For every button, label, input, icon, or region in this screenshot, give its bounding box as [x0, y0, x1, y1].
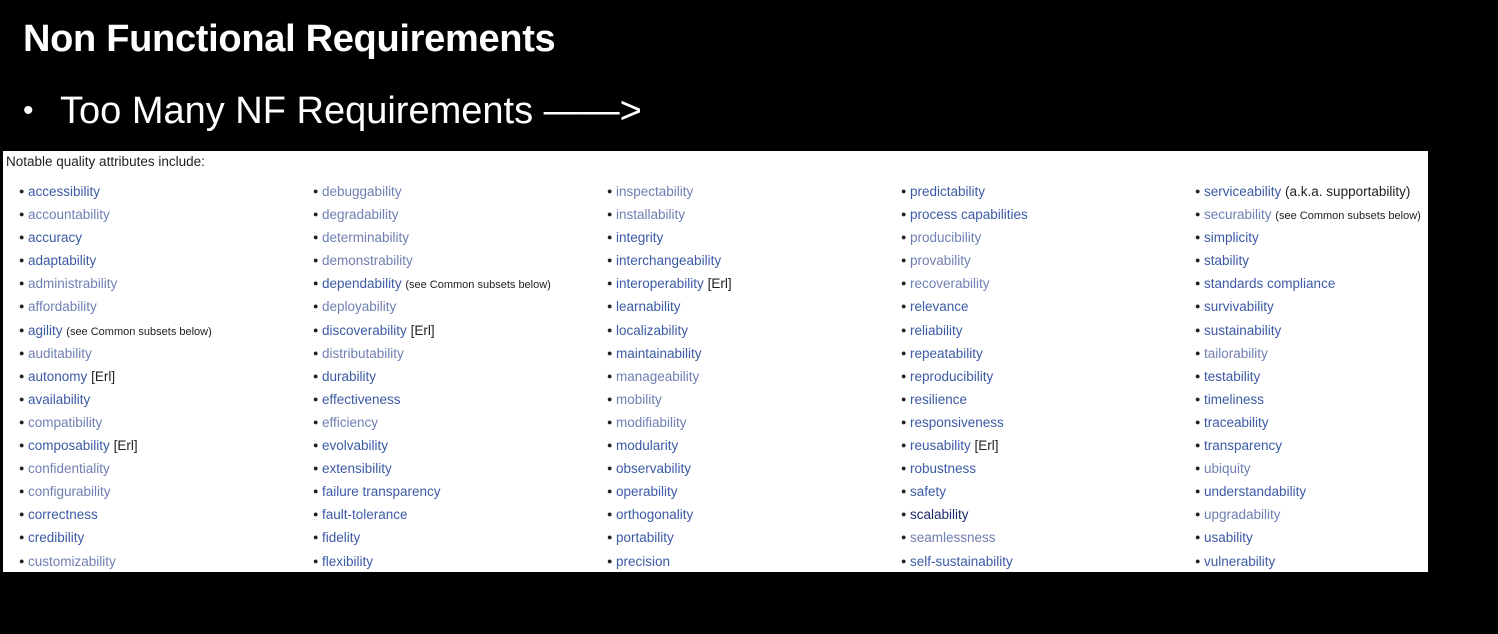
- attribute-item: [607, 272, 732, 295]
- attribute-link[interactable]: upgradability: [1204, 507, 1281, 523]
- attribute-item: [313, 226, 551, 249]
- list-bullet-icon: ●: [607, 370, 613, 381]
- list-bullet-icon: ●: [19, 463, 25, 474]
- attribute-link[interactable]: dependability: [322, 276, 402, 292]
- attribute-item: [901, 319, 1028, 342]
- attribute-link[interactable]: responsiveness: [910, 414, 1004, 430]
- attribute-reference: (a.k.a. supportability): [1285, 184, 1411, 199]
- attribute-link[interactable]: interoperability: [616, 276, 704, 292]
- attribute-link[interactable]: inspectability: [616, 184, 694, 199]
- list-bullet-icon: ●: [19, 232, 25, 243]
- attribute-item: [901, 180, 1028, 203]
- list-bullet-icon: ●: [19, 532, 25, 543]
- attribute-link[interactable]: standards compliance: [1204, 276, 1336, 292]
- attribute-link[interactable]: failure transparency: [322, 484, 441, 500]
- list-bullet-icon: ●: [19, 416, 25, 427]
- attribute-item: [313, 180, 551, 203]
- attribute-link[interactable]: provability: [910, 253, 971, 269]
- attribute-item: [19, 503, 212, 526]
- list-bullet-icon: ●: [1195, 255, 1201, 266]
- attribute-link[interactable]: survivability: [1204, 299, 1274, 315]
- attribute-item: [607, 342, 732, 365]
- attribute-item: [607, 526, 732, 549]
- attribute-item: [901, 550, 1028, 573]
- attribute-link[interactable]: maintainability: [616, 345, 702, 361]
- list-bullet-icon: ●: [1195, 393, 1201, 404]
- list-bullet-icon: ●: [1195, 324, 1201, 335]
- attribute-link[interactable]: durability: [322, 368, 377, 384]
- list-bullet-icon: ●: [313, 486, 319, 497]
- attribute-link[interactable]: transparency: [1204, 438, 1283, 454]
- attribute-link[interactable]: efficiency: [322, 414, 379, 430]
- attribute-item: [19, 365, 212, 388]
- list-bullet-icon: ●: [19, 301, 25, 312]
- list-bullet-icon: ●: [607, 486, 613, 497]
- attribute-link[interactable]: availability: [28, 391, 91, 407]
- list-bullet-icon: ●: [19, 324, 25, 335]
- attribute-item: [607, 319, 732, 342]
- attribute-item: [607, 411, 732, 434]
- attribute-item: [313, 434, 551, 457]
- attribute-link[interactable]: discoverability: [322, 322, 407, 338]
- attribute-link[interactable]: correctness: [28, 507, 98, 523]
- attribute-link[interactable]: modularity: [616, 438, 679, 454]
- attributes-column-4: [901, 180, 1028, 572]
- attribute-item: [901, 526, 1028, 549]
- attribute-link[interactable]: process capabilities: [910, 207, 1028, 223]
- attribute-link[interactable]: degradability: [322, 207, 399, 223]
- attribute-item: [19, 434, 212, 457]
- attribute-link[interactable]: operability: [616, 484, 678, 500]
- attribute-item: [1195, 457, 1421, 480]
- attribute-link[interactable]: orthogonality: [616, 507, 694, 523]
- attribute-item: [1195, 550, 1421, 573]
- attribute-item: [19, 388, 212, 411]
- list-bullet-icon: ●: [313, 509, 319, 520]
- attribute-link[interactable]: effectiveness: [322, 391, 401, 407]
- attributes-column-2: [313, 180, 551, 572]
- list-bullet-icon: ●: [607, 347, 613, 358]
- list-bullet-icon: ●: [19, 440, 25, 451]
- list-bullet-icon: ●: [19, 278, 25, 289]
- list-bullet-icon: ●: [1195, 440, 1201, 451]
- list-bullet-icon: ●: [313, 255, 319, 266]
- list-bullet-icon: ●: [1195, 532, 1201, 543]
- attribute-reference: [Erl]: [113, 438, 138, 454]
- attribute-item: [607, 480, 732, 503]
- list-bullet-icon: ●: [19, 186, 25, 196]
- list-bullet-icon: ●: [19, 209, 25, 220]
- attribute-link[interactable]: fault-tolerance: [322, 507, 408, 523]
- attribute-item: [313, 550, 551, 573]
- list-bullet-icon: ●: [607, 463, 613, 474]
- list-bullet-icon: ●: [313, 555, 319, 566]
- attribute-link[interactable]: debuggability: [322, 184, 402, 199]
- list-bullet-icon: ●: [313, 324, 319, 335]
- list-bullet-icon: ●: [607, 440, 613, 451]
- list-bullet-icon: ●: [901, 463, 907, 474]
- attribute-item: [1195, 365, 1421, 388]
- attribute-link[interactable]: timeliness: [1204, 391, 1265, 407]
- list-bullet-icon: ●: [901, 255, 907, 266]
- list-bullet-icon: ●: [901, 509, 907, 520]
- attribute-reference: [Erl]: [707, 276, 732, 292]
- attribute-item: [19, 226, 212, 249]
- list-bullet-icon: ●: [901, 324, 907, 335]
- list-bullet-icon: ●: [313, 370, 319, 381]
- attribute-link[interactable]: robustness: [910, 461, 977, 477]
- attribute-link[interactable]: observability: [616, 461, 692, 477]
- attribute-link[interactable]: distributability: [322, 345, 404, 361]
- attribute-reference: [Erl]: [91, 368, 116, 384]
- attribute-link[interactable]: securability: [1204, 207, 1272, 223]
- attribute-link[interactable]: configurability: [28, 484, 111, 500]
- attributes-column-5: [1195, 180, 1421, 572]
- attribute-link[interactable]: usability: [1204, 530, 1253, 546]
- list-bullet-icon: ●: [1195, 301, 1201, 312]
- attribute-item: [607, 434, 732, 457]
- attribute-link[interactable]: traceability: [1204, 414, 1269, 430]
- attribute-item: [19, 249, 212, 272]
- attribute-link[interactable]: reliability: [910, 322, 963, 338]
- list-bullet-icon: ●: [901, 393, 907, 404]
- attribute-item: [1195, 295, 1421, 318]
- attribute-item: [901, 272, 1028, 295]
- attributes-column-1: [19, 180, 212, 572]
- attribute-item: [1195, 342, 1421, 365]
- attribute-item: [901, 388, 1028, 411]
- list-bullet-icon: ●: [19, 347, 25, 358]
- list-bullet-icon: ●: [607, 232, 613, 243]
- attribute-item: [19, 272, 212, 295]
- list-bullet-icon: ●: [19, 555, 25, 566]
- attribute-link[interactable]: interchangeability: [616, 253, 722, 269]
- attribute-link[interactable]: simplicity: [1204, 230, 1259, 246]
- attribute-link[interactable]: agility: [28, 322, 63, 338]
- attribute-note: (see Common subsets below): [66, 325, 212, 338]
- attribute-item: [607, 180, 732, 203]
- attribute-link[interactable]: demonstrability: [322, 253, 413, 269]
- attribute-item: [1195, 411, 1421, 434]
- attribute-item: [901, 249, 1028, 272]
- attribute-link[interactable]: seamlessness: [910, 530, 996, 546]
- list-bullet-icon: ●: [1195, 232, 1201, 243]
- attribute-link[interactable]: reproducibility: [910, 368, 994, 384]
- attribute-item: [19, 526, 212, 549]
- attribute-link[interactable]: credibility: [28, 530, 85, 546]
- list-bullet-icon: ●: [19, 393, 25, 404]
- attribute-link[interactable]: installability: [616, 207, 686, 223]
- attribute-link[interactable]: accuracy: [28, 230, 83, 246]
- attribute-link[interactable]: stability: [1204, 253, 1250, 269]
- attribute-link[interactable]: deployability: [322, 299, 397, 315]
- attribute-link[interactable]: portability: [616, 530, 674, 546]
- attribute-link[interactable]: mobility: [616, 391, 662, 407]
- attribute-link[interactable]: accountability: [28, 207, 110, 223]
- attribute-link[interactable]: composability: [28, 438, 110, 454]
- attribute-item: [607, 388, 732, 411]
- attribute-link[interactable]: safety: [910, 484, 947, 500]
- attribute-item: [607, 457, 732, 480]
- attribute-link[interactable]: serviceability: [1204, 184, 1282, 199]
- attribute-link[interactable]: vulnerability: [1204, 553, 1276, 569]
- list-bullet-icon: ●: [1195, 509, 1201, 520]
- list-bullet-icon: ●: [1195, 186, 1201, 196]
- attribute-item: [1195, 434, 1421, 457]
- attribute-item: [19, 480, 212, 503]
- attribute-link[interactable]: compatibility: [28, 414, 103, 430]
- attribute-item: [1195, 249, 1421, 272]
- attribute-item: [19, 411, 212, 434]
- attribute-link[interactable]: tailorability: [1204, 345, 1268, 361]
- list-bullet-icon: ●: [1195, 463, 1201, 474]
- attribute-item: [1195, 526, 1421, 549]
- list-bullet-icon: ●: [1195, 416, 1201, 427]
- attribute-item: [313, 203, 551, 226]
- attribute-link[interactable]: fidelity: [322, 530, 361, 546]
- list-bullet-icon: ●: [19, 370, 25, 381]
- attribute-link[interactable]: administrability: [28, 276, 118, 292]
- list-bullet-icon: ●: [607, 509, 613, 520]
- attribute-link[interactable]: determinability: [322, 230, 410, 246]
- list-bullet-icon: ●: [313, 393, 319, 404]
- attribute-item: [19, 550, 212, 573]
- list-bullet-icon: ●: [901, 232, 907, 243]
- list-bullet-icon: ●: [1195, 278, 1201, 289]
- attribute-note: (see Common subsets below): [405, 279, 551, 292]
- attribute-link[interactable]: localizability: [616, 322, 689, 338]
- attribute-item: [313, 526, 551, 549]
- slide-title: Non Functional Requirements: [23, 18, 556, 60]
- attribute-item: [607, 295, 732, 318]
- attribute-item: [313, 365, 551, 388]
- attribute-link[interactable]: confidentiality: [28, 461, 110, 477]
- attribute-item: [313, 342, 551, 365]
- attribute-item: [607, 249, 732, 272]
- attribute-link[interactable]: affordability: [28, 299, 97, 315]
- attribute-item: [1195, 203, 1421, 226]
- list-bullet-icon: ●: [313, 347, 319, 358]
- attribute-link[interactable]: adaptability: [28, 253, 97, 269]
- list-bullet-icon: ●: [901, 370, 907, 381]
- attribute-item: [313, 295, 551, 318]
- list-bullet-icon: ●: [901, 532, 907, 543]
- list-bullet-icon: ●: [313, 186, 319, 196]
- attribute-link[interactable]: repeatability: [910, 345, 983, 361]
- slide-bullet-text: Too Many NF Requirements ——>: [60, 90, 642, 132]
- attribute-item: [1195, 180, 1421, 203]
- attribute-reference: [Erl]: [974, 438, 999, 454]
- list-bullet-icon: ●: [313, 232, 319, 243]
- attribute-item: [901, 226, 1028, 249]
- attribute-item: [1195, 226, 1421, 249]
- attribute-item: [901, 434, 1028, 457]
- attribute-item: [313, 480, 551, 503]
- attribute-link[interactable]: relevance: [910, 299, 969, 315]
- attribute-item: [901, 203, 1028, 226]
- list-bullet-icon: ●: [607, 186, 613, 196]
- attribute-item: [313, 503, 551, 526]
- attribute-link[interactable]: predictability: [910, 184, 986, 199]
- attribute-link[interactable]: modifiability: [616, 414, 687, 430]
- list-bullet-icon: ●: [313, 209, 319, 220]
- attribute-item: [607, 365, 732, 388]
- list-bullet-icon: ●: [1195, 555, 1201, 566]
- slide-bullet: [23, 86, 642, 136]
- attribute-link[interactable]: ubiquity: [1204, 461, 1251, 477]
- attribute-item: [901, 295, 1028, 318]
- list-bullet-icon: ●: [901, 555, 907, 566]
- attribute-link[interactable]: accessibility: [28, 184, 101, 199]
- attribute-item: [19, 180, 212, 203]
- list-bullet-icon: ●: [901, 209, 907, 220]
- list-bullet-icon: ●: [901, 486, 907, 497]
- list-bullet-icon: ●: [313, 440, 319, 451]
- attribute-link[interactable]: sustainability: [1204, 322, 1282, 338]
- list-bullet-icon: ●: [901, 301, 907, 312]
- list-bullet-icon: ●: [607, 532, 613, 543]
- attribute-link[interactable]: self-sustainability: [910, 553, 1013, 569]
- attribute-item: [313, 272, 551, 295]
- attribute-item: [313, 249, 551, 272]
- attribute-item: [607, 550, 732, 573]
- list-bullet-icon: ●: [901, 440, 907, 451]
- list-bullet-icon: ●: [19, 509, 25, 520]
- list-bullet-icon: ●: [19, 255, 25, 266]
- list-bullet-icon: ●: [1195, 370, 1201, 381]
- attribute-link[interactable]: scalability: [910, 507, 969, 523]
- attribute-reference: [Erl]: [410, 322, 435, 338]
- panel-heading: Notable quality attributes include:: [6, 154, 205, 169]
- list-bullet-icon: ●: [313, 301, 319, 312]
- list-bullet-icon: ●: [607, 393, 613, 404]
- attribute-item: [1195, 388, 1421, 411]
- attribute-item: [313, 388, 551, 411]
- list-bullet-icon: ●: [1195, 209, 1201, 220]
- attribute-item: [901, 457, 1028, 480]
- attribute-link[interactable]: resilience: [910, 391, 968, 407]
- attribute-item: [607, 503, 732, 526]
- attribute-link[interactable]: flexibility: [322, 553, 374, 569]
- quality-attributes-panel: [3, 151, 1428, 572]
- attribute-item: [19, 319, 212, 342]
- list-bullet-icon: ●: [901, 416, 907, 427]
- attribute-item: [313, 457, 551, 480]
- attribute-link[interactable]: recoverability: [910, 276, 990, 292]
- list-bullet-icon: ●: [1195, 347, 1201, 358]
- list-bullet-icon: ●: [607, 278, 613, 289]
- attribute-item: [19, 342, 212, 365]
- attribute-item: [901, 411, 1028, 434]
- attribute-link[interactable]: integrity: [616, 230, 664, 246]
- attribute-link[interactable]: testability: [1204, 368, 1261, 384]
- attribute-item: [901, 365, 1028, 388]
- list-bullet-icon: ●: [313, 416, 319, 427]
- attribute-item: [313, 319, 551, 342]
- list-bullet-icon: ●: [19, 486, 25, 497]
- list-bullet-icon: ●: [901, 347, 907, 358]
- attribute-link[interactable]: producibility: [910, 230, 982, 246]
- list-bullet-icon: ●: [313, 278, 319, 289]
- list-bullet-icon: ●: [313, 463, 319, 474]
- attribute-link[interactable]: precision: [616, 553, 671, 569]
- bullet-dot-icon: •: [23, 94, 34, 127]
- attribute-item: [1195, 272, 1421, 295]
- attribute-item: [607, 226, 732, 249]
- attribute-link[interactable]: autonomy: [28, 368, 88, 384]
- attribute-link[interactable]: manageability: [616, 368, 700, 384]
- list-bullet-icon: ●: [1195, 486, 1201, 497]
- attribute-link[interactable]: evolvability: [322, 438, 389, 454]
- attribute-item: [901, 342, 1028, 365]
- list-bullet-icon: ●: [607, 301, 613, 312]
- attribute-item: [1195, 319, 1421, 342]
- list-bullet-icon: ●: [901, 186, 907, 196]
- list-bullet-icon: ●: [607, 255, 613, 266]
- attribute-item: [1195, 480, 1421, 503]
- attribute-link[interactable]: reusability: [910, 438, 971, 454]
- attribute-link[interactable]: customizability: [28, 553, 116, 569]
- attribute-link[interactable]: understandability: [1204, 484, 1307, 500]
- attribute-item: [19, 457, 212, 480]
- attribute-item: [313, 411, 551, 434]
- attribute-item: [19, 295, 212, 318]
- attribute-item: [901, 503, 1028, 526]
- attribute-note: (see Common subsets below): [1275, 210, 1421, 223]
- attribute-link[interactable]: learnability: [616, 299, 681, 315]
- list-bullet-icon: ●: [901, 278, 907, 289]
- attributes-column-3: [607, 180, 732, 572]
- list-bullet-icon: ●: [607, 324, 613, 335]
- list-bullet-icon: ●: [607, 209, 613, 220]
- attribute-link[interactable]: extensibility: [322, 461, 392, 477]
- attribute-link[interactable]: auditability: [28, 345, 92, 361]
- list-bullet-icon: ●: [313, 532, 319, 543]
- attribute-item: [19, 203, 212, 226]
- attribute-item: [607, 203, 732, 226]
- attribute-item: [901, 480, 1028, 503]
- attribute-item: [1195, 503, 1421, 526]
- list-bullet-icon: ●: [607, 555, 613, 566]
- list-bullet-icon: ●: [607, 416, 613, 427]
